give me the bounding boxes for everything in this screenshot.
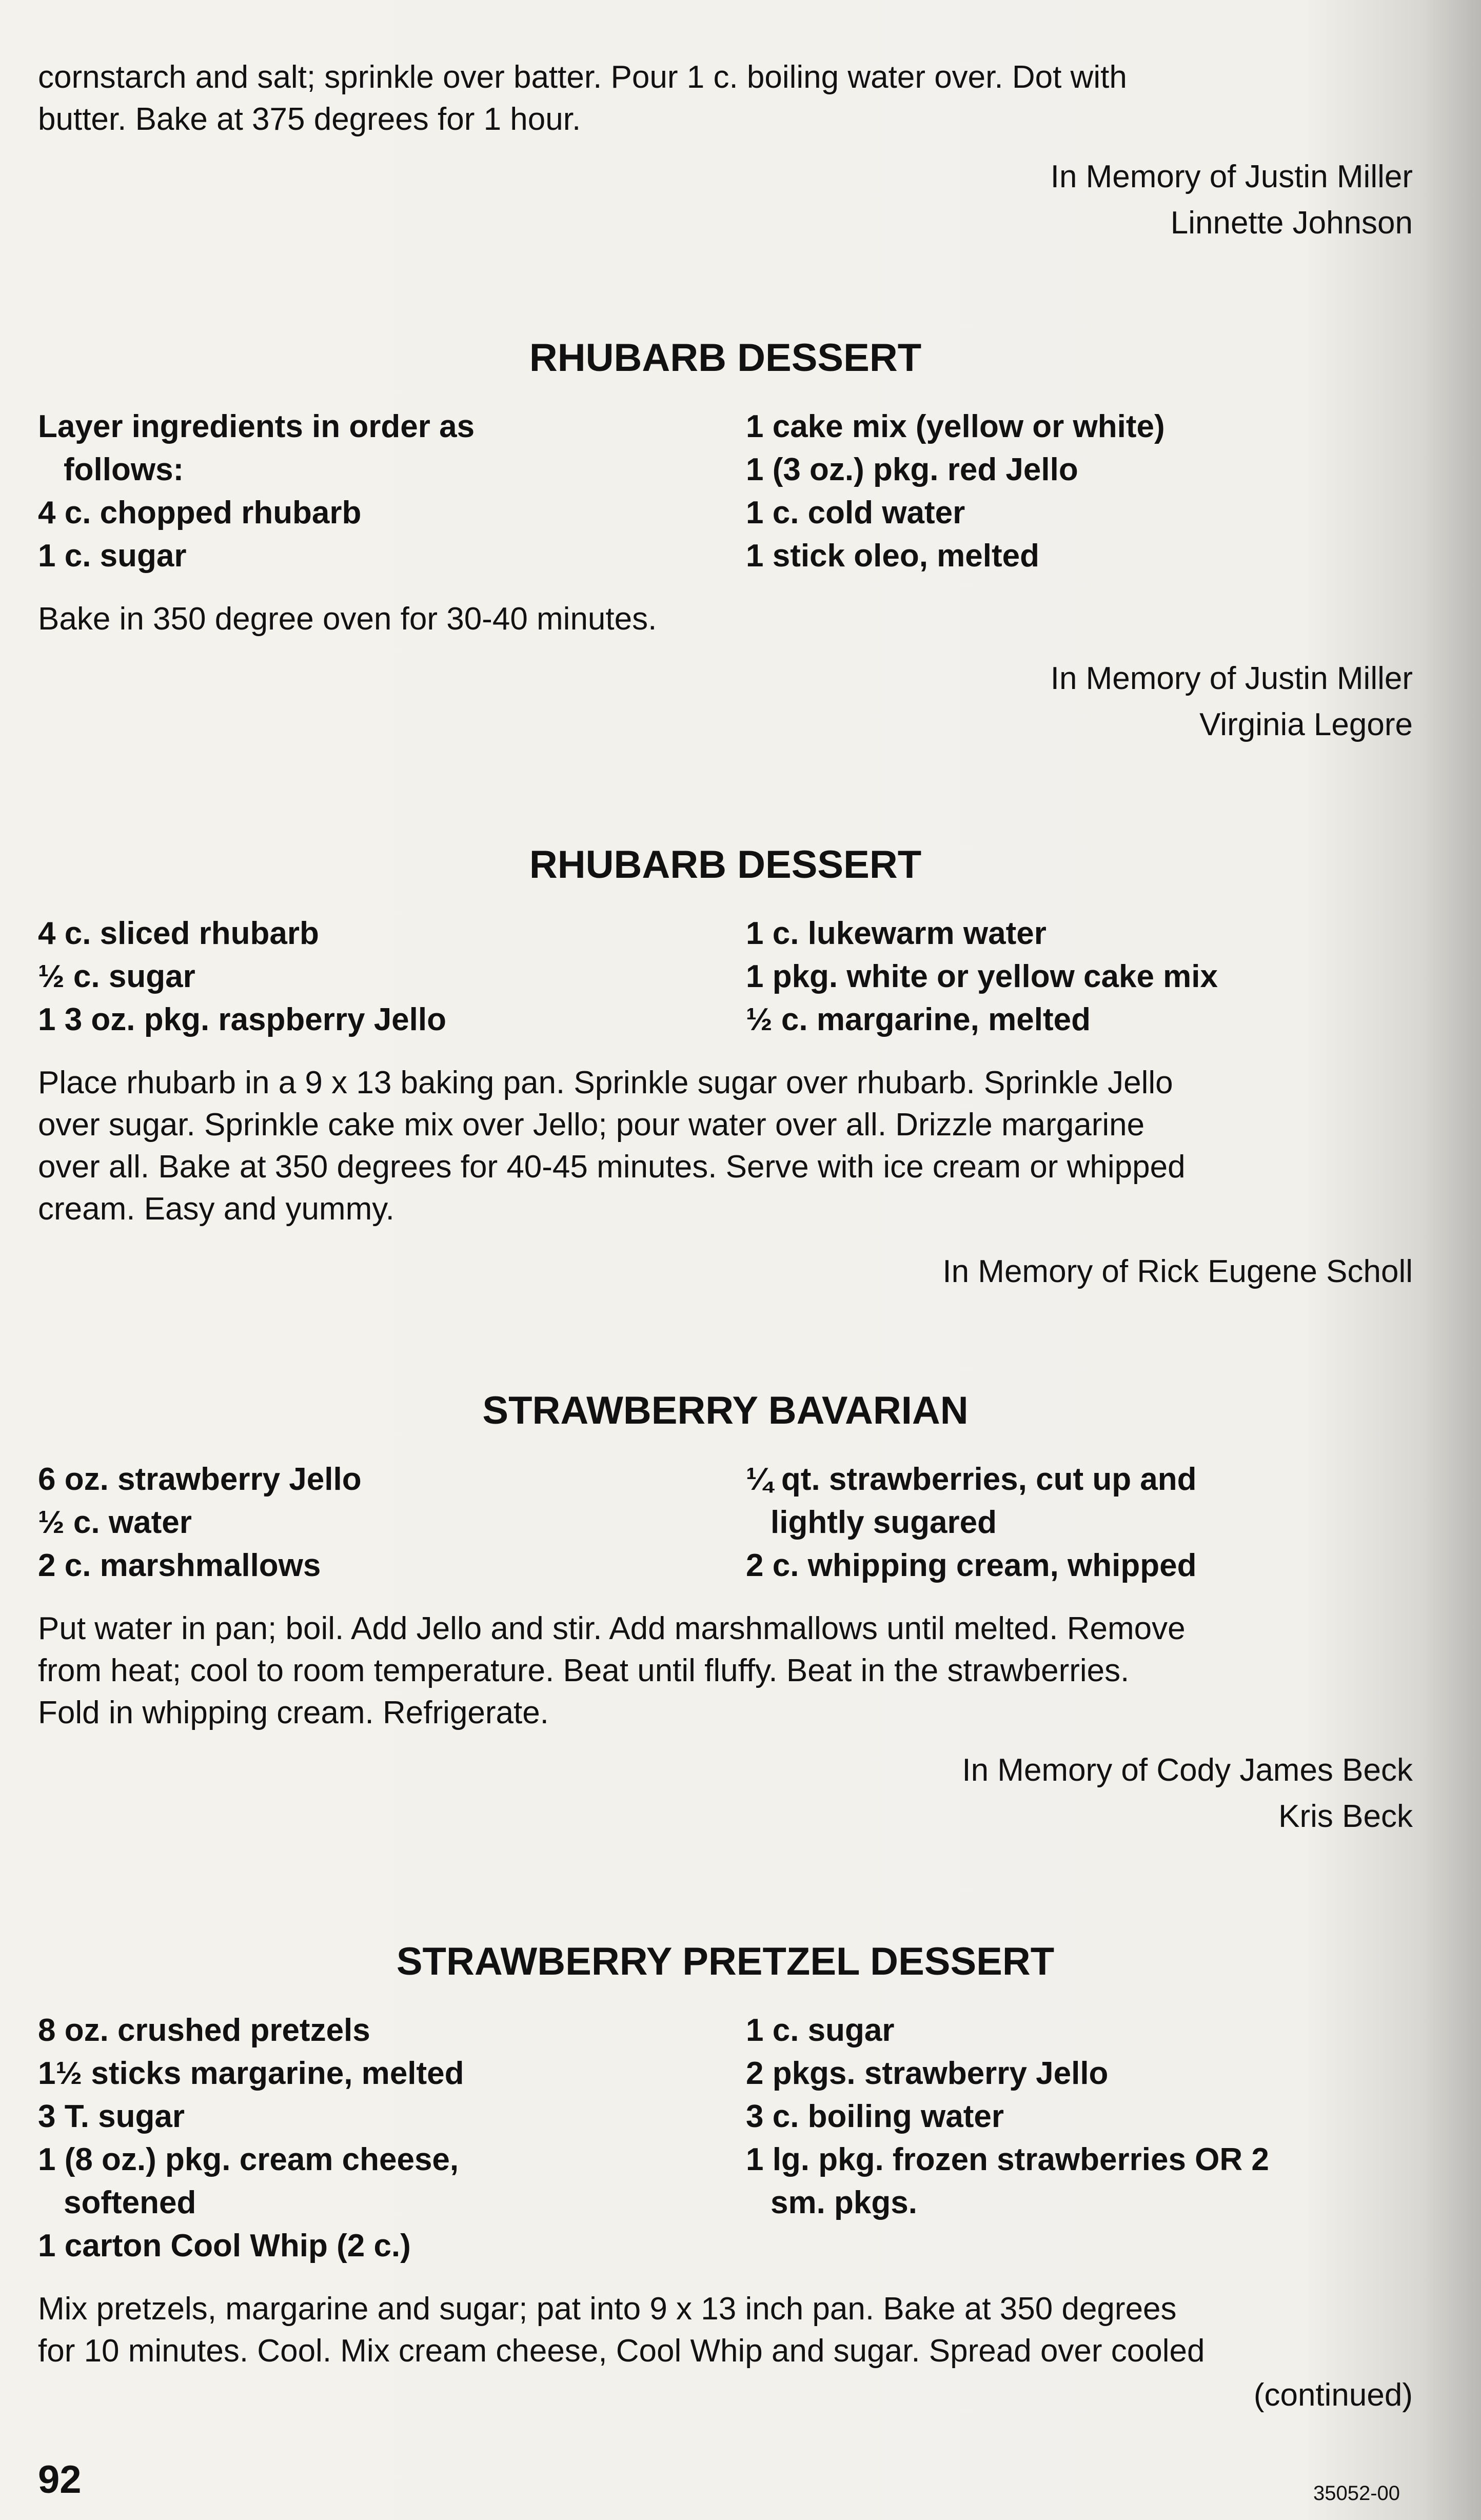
credit: In Memory of Rick Eugene Scholl [942,1254,1413,1289]
ingredient: lightly sugared [771,1505,997,1540]
ingredient: 1 carton Cool Whip (2 c.) [38,2228,411,2263]
ingredients-right [746,405,1413,578]
ingredient: 1 lg. pkg. frozen strawberries OR 2 [746,2142,1269,2177]
recipe-title: STRAWBERRY BAVARIAN [482,1389,969,1432]
ingredient: ½ c. margarine, melted [746,1002,1091,1037]
ingredient: 2 c. whipping cream, whipped [746,1548,1197,1583]
ingredients-right [746,2009,1413,2268]
ingredient: 1 pkg. white or yellow cake mix [746,959,1218,994]
ingredients-right [746,912,1413,1041]
ingredients-left [38,405,746,578]
ingredients-right [746,1458,1413,1587]
directions-line: over sugar. Sprinkle cake mix over Jello; pour water over all. Drizzle margarine [38,1107,1145,1143]
ingredients-left [38,1458,746,1587]
ingredients [38,405,1413,578]
ingredient: 4 c. sliced rhubarb [38,916,319,951]
intro-text-line: cornstarch and salt; sprinkle over batter. Pour 1 c. boiling water over. Dot with [38,60,1127,95]
directions: Bake in 350 degree oven for 30-40 minutes. [38,601,657,637]
recipe-strawberry-bavarian [38,1385,1413,1840]
recipe-rhubarb-dessert-2 [38,839,1413,1295]
ingredient: 3 c. boiling water [746,2099,1004,2134]
ingredients-left [38,912,746,1041]
recipe-strawberry-pretzel-dessert [38,1936,1413,2418]
directions-line: for 10 minutes. Cool. Mix cream cheese, Cool Whip and sugar. Spread over cooled [38,2333,1205,2369]
print-code: 35052-00 [1313,2482,1400,2505]
credit: Kris Beck [1278,1799,1413,1834]
ingredient: follows: [64,452,184,487]
ingredient: sm. pkgs. [771,2185,917,2220]
ingredient: 4 c. chopped rhubarb [38,495,362,530]
ingredient: softened [64,2185,196,2220]
ingredient: 6 oz. strawberry Jello [38,1462,362,1497]
recipe-title: RHUBARB DESSERT [529,336,922,380]
ingredient: 1 3 oz. pkg. raspberry Jello [38,1002,446,1037]
credit: Virginia Legore [1199,707,1413,742]
directions-line: Put water in pan; boil. Add Jello and stir. Add marshmallows until melted. Remove [38,1611,1186,1646]
directions-line: Place rhubarb in a 9 x 13 baking pan. Sprinkle sugar over rhubarb. Sprinkle Jello [38,1065,1173,1100]
directions-line: Fold in whipping cream. Refrigerate. [38,1695,549,1730]
ingredient: 1 cake mix (yellow or white) [746,409,1165,444]
intro-text-line: butter. Bake at 375 degrees for 1 hour. [38,102,581,137]
directions-line: cream. Easy and yummy. [38,1191,394,1227]
ingredient: 1 c. lukewarm water [746,916,1046,951]
ingredient: Layer ingredients in order as [38,409,475,444]
ingredient: 8 oz. crushed pretzels [38,2013,370,2048]
credit: In Memory of Justin Miller [1050,661,1413,696]
ingredient: 1 (8 oz.) pkg. cream cheese, [38,2142,459,2177]
ingredients [38,912,1413,1041]
ingredient: 1 (3 oz.) pkg. red Jello [746,452,1078,487]
intro-credit: In Memory of Justin Miller [1050,159,1413,194]
directions-line: Mix pretzels, margarine and sugar; pat into 9 x 13 inch pan. Bake at 350 degrees [38,2291,1177,2327]
ingredient: 1 c. cold water [746,495,965,530]
continued-note: (continued) [1253,2377,1413,2413]
ingredient: 2 c. marshmallows [38,1548,321,1583]
recipe-rhubarb-dessert-1 [38,332,1413,748]
ingredient: ¼ qt. strawberries, cut up and [746,1462,1197,1497]
ingredient: 2 pkgs. strawberry Jello [746,2056,1109,2091]
ingredient: 1½ sticks margarine, melted [38,2056,464,2091]
directions-line: over all. Bake at 350 degrees for 40-45 minutes. Serve with ice cream or whipped [38,1149,1186,1185]
ingredients [38,1458,1413,1587]
page-number: 92 [38,2458,82,2502]
ingredient: ½ c. sugar [38,959,195,994]
ingredient: 1 stick oleo, melted [746,538,1039,574]
ingredients-left [38,2009,746,2268]
recipe-title: STRAWBERRY PRETZEL DESSERT [396,1940,1055,1983]
intro-section [38,56,1413,246]
ingredients [38,2009,1413,2268]
ingredient: 3 T. sugar [38,2099,185,2134]
ingredient: ½ c. water [38,1505,192,1540]
ingredient: 1 c. sugar [746,2013,895,2048]
ingredient: 1 c. sugar [38,538,187,574]
recipe-title: RHUBARB DESSERT [529,843,922,887]
intro-credit: Linnette Johnson [1170,205,1413,241]
directions-line: from heat; cool to room temperature. Beat until fluffy. Beat in the strawberries. [38,1653,1130,1688]
credit: In Memory of Cody James Beck [962,1753,1413,1788]
